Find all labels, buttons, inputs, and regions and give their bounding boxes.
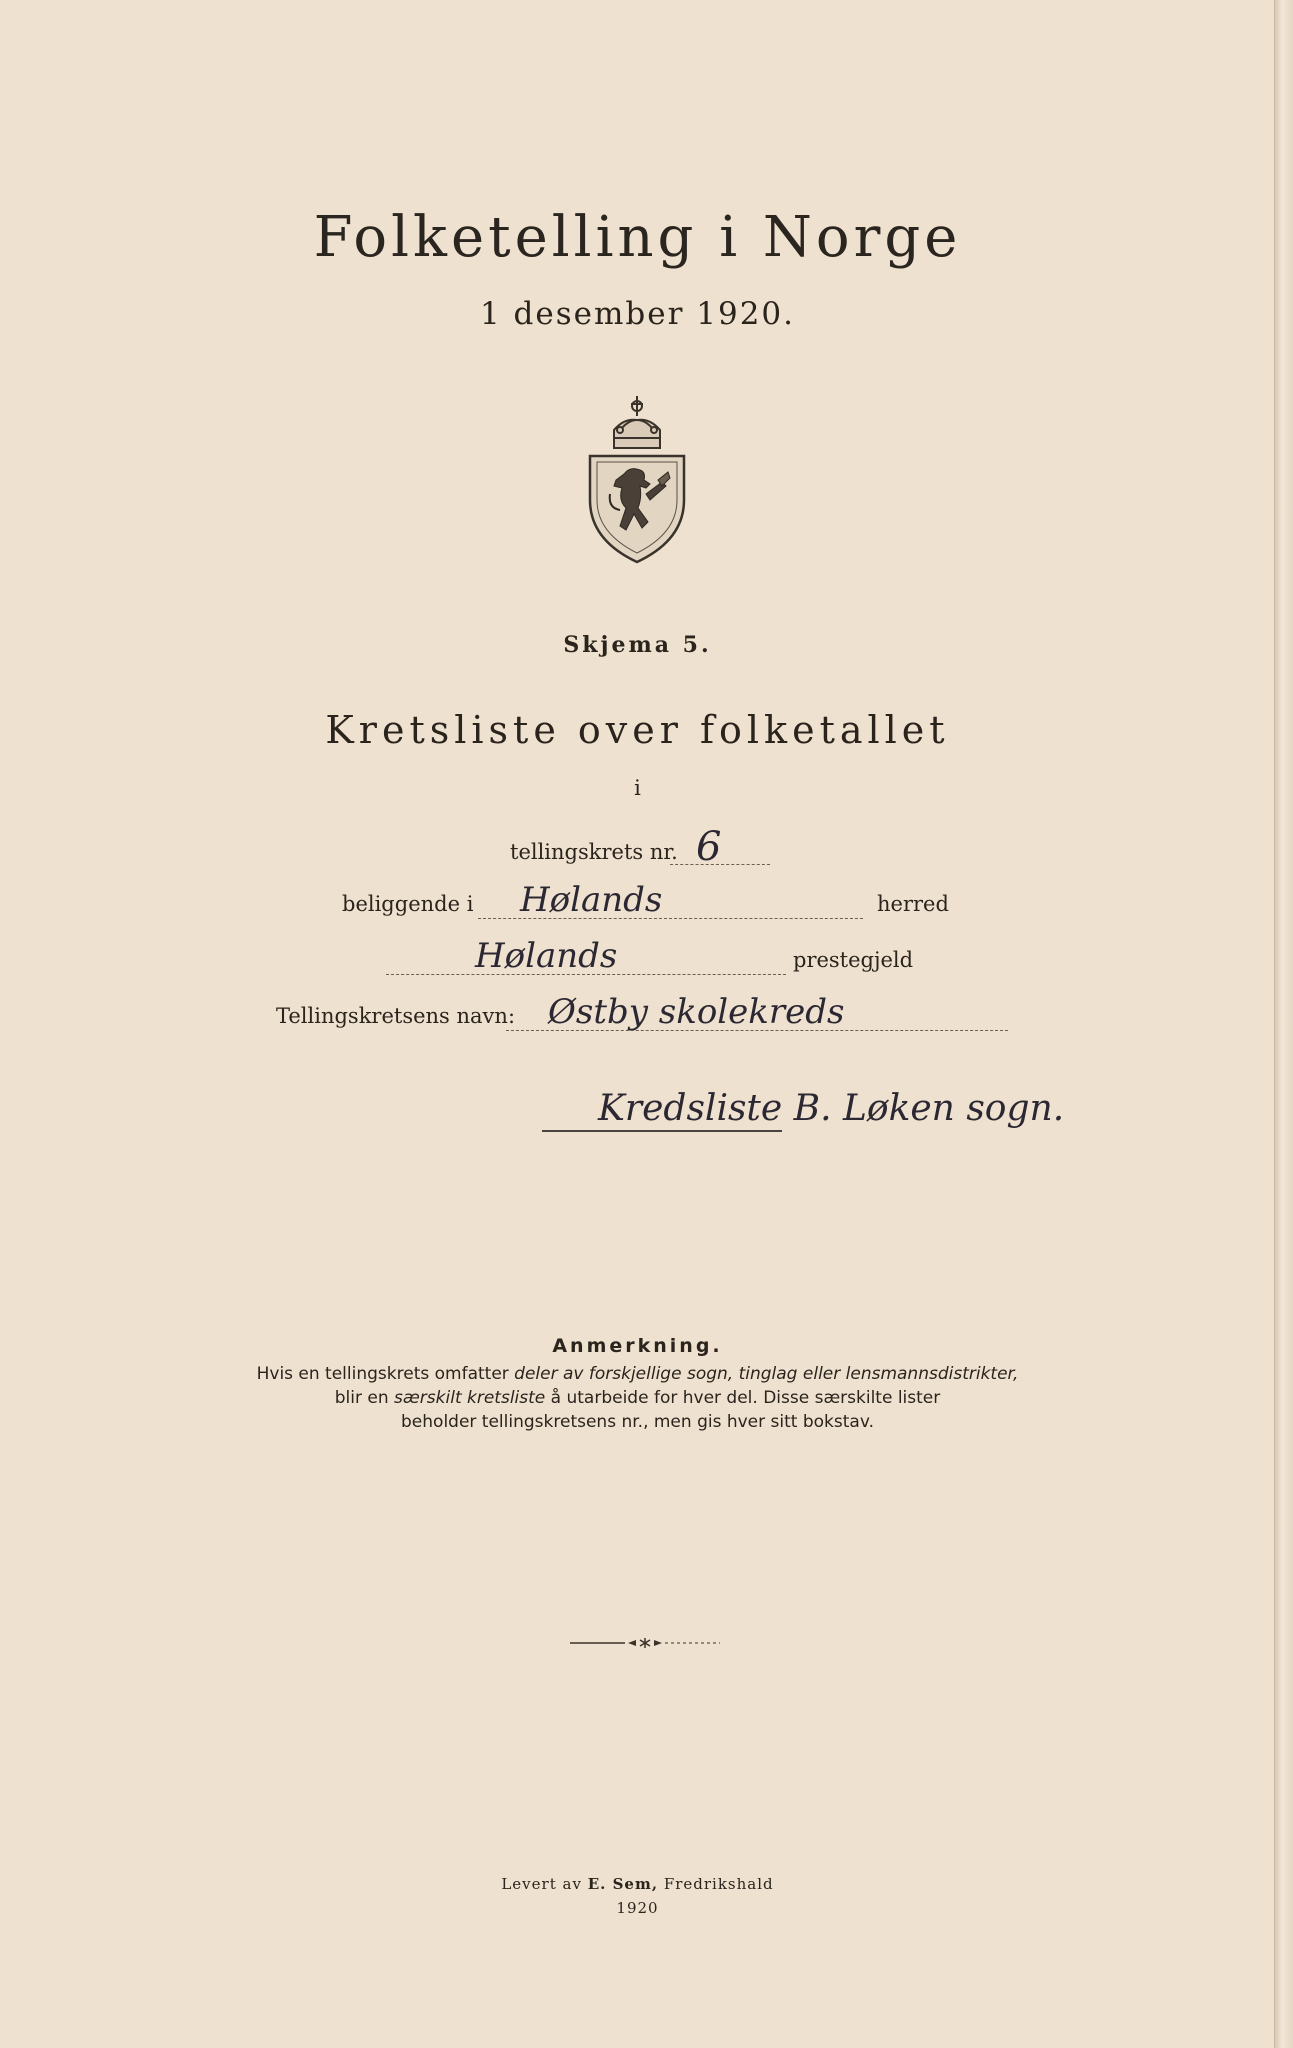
page-edge (1274, 0, 1293, 2048)
note-title: Anmerkning. (552, 1335, 723, 1357)
beliggende-row (0, 880, 1275, 928)
note-text (0, 1362, 1275, 1434)
tellingskrets-line (670, 864, 770, 865)
prestegjeld-value: Hølands (475, 936, 618, 976)
printer-footer (0, 1872, 1275, 1920)
kretsnavn-row (0, 992, 1275, 1050)
herred-label: herred (877, 892, 949, 916)
printer-line: Levert av E. Sem, Fredrikshald (501, 1875, 774, 1893)
printer-name: E. Sem, (587, 1875, 659, 1893)
note-line-1: Hvis en tellingskrets omfatter deler av forskjellige sogn, tinglag eller lensmannsdistrikter, (256, 1364, 1019, 1384)
kretsnavn-label: Tellingskretsens navn: (276, 1004, 516, 1028)
kretsnavn-value: Østby skolekreds (548, 992, 845, 1032)
beliggende-value: Hølands (520, 880, 663, 920)
beliggende-line (478, 918, 863, 919)
document-date: 1 desember 1920. (479, 296, 796, 332)
ornament-divider-icon (570, 1638, 720, 1648)
form-heading: Kretsliste over folketallet (325, 708, 950, 752)
prestegjeld-label: prestegjeld (793, 948, 914, 972)
kredsliste-note-row (0, 1088, 1275, 1154)
beliggende-label: beliggende i (342, 892, 474, 916)
kredsliste-note: Kredsliste B. Løken sogn. (598, 1088, 1065, 1129)
note-line-3: beholder tellingskretsens nr., men gis hver sitt bokstav. (401, 1412, 874, 1432)
schema-number: Skjema 5. (563, 632, 712, 658)
tellingskrets-label: tellingskrets nr. (510, 840, 678, 864)
coat-of-arms-icon (584, 390, 690, 566)
kretsnavn-line (506, 1030, 1008, 1031)
printer-year: 1920 (616, 1899, 659, 1917)
prestegjeld-row (0, 936, 1275, 984)
document-title: Folketelling i Norge (313, 205, 962, 270)
note-line-2: blir en særskilt kretsliste å utarbeide for hver del. Disse særskilte lister (334, 1388, 941, 1408)
kredsliste-underline (542, 1130, 782, 1132)
prestegjeld-line (386, 974, 786, 975)
tellingskrets-row (0, 824, 1275, 872)
tellingskrets-value: 6 (696, 824, 722, 870)
connector-word: i (634, 776, 641, 800)
